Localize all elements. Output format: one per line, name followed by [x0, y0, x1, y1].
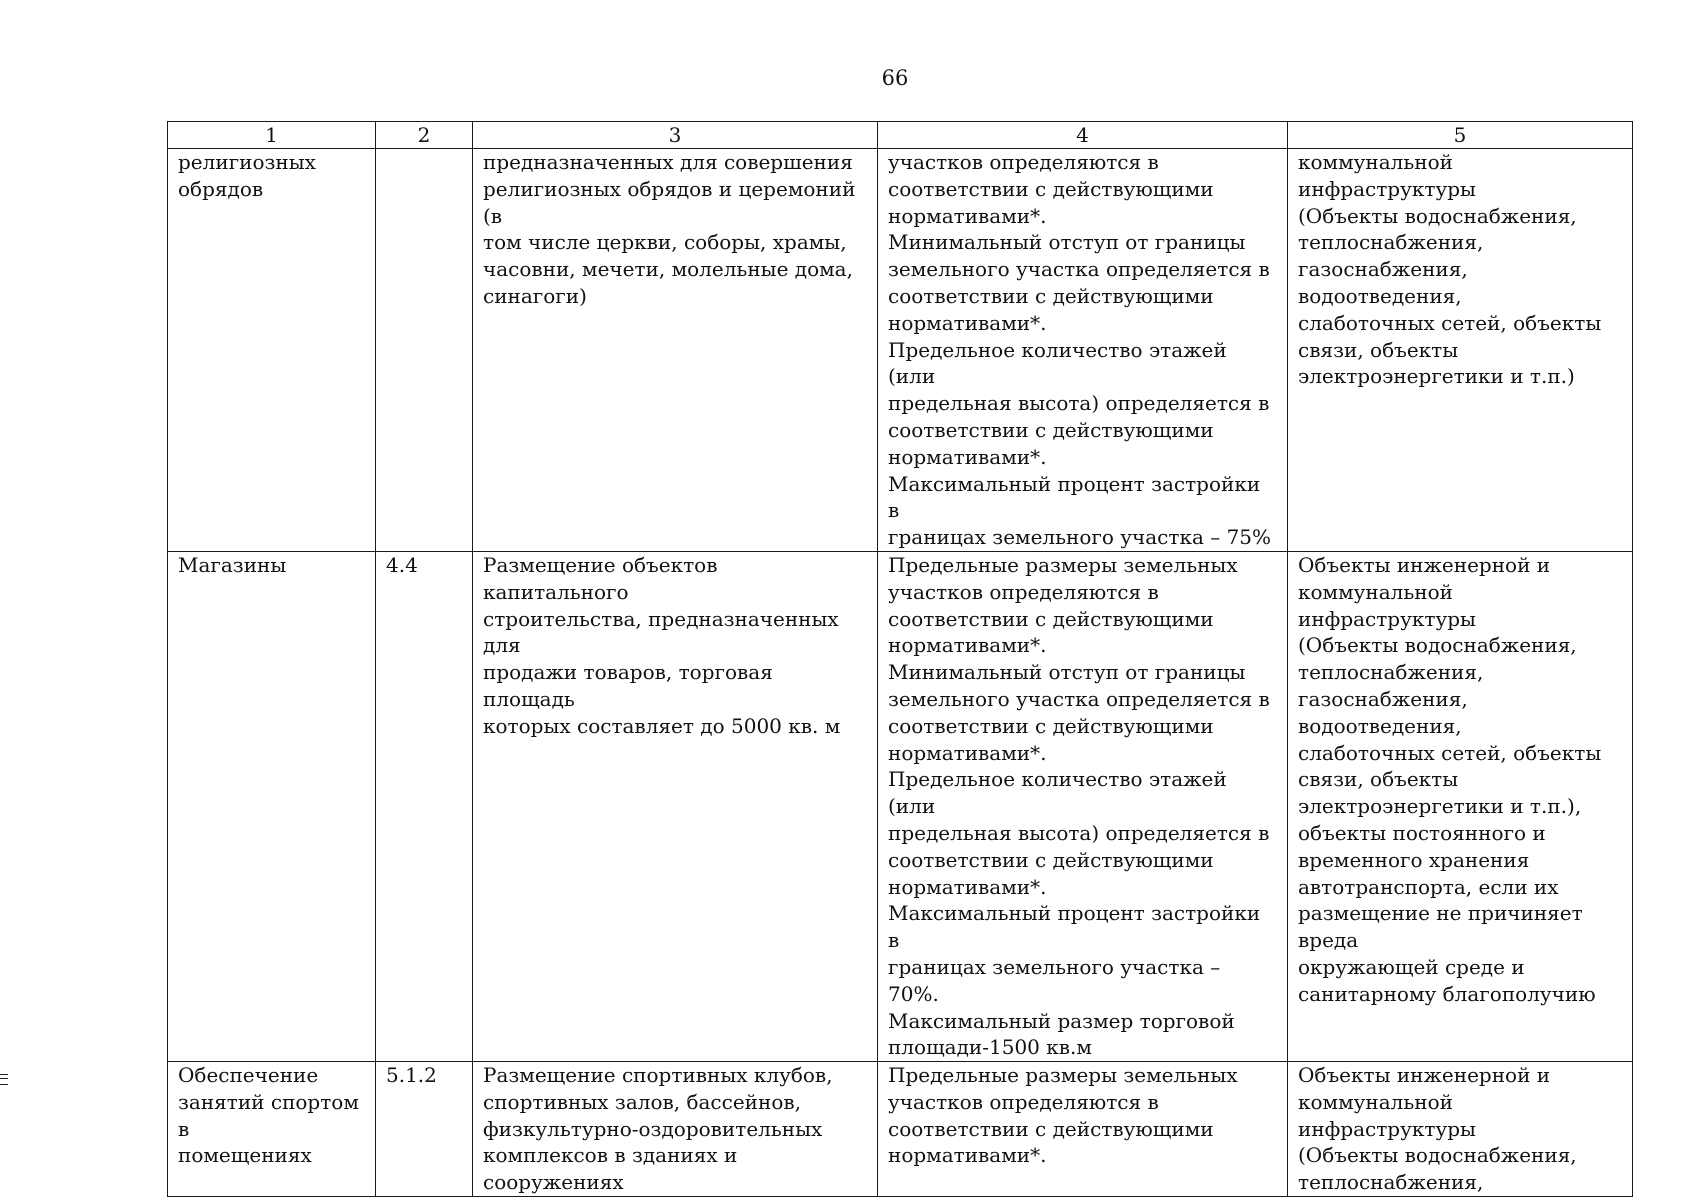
table-row	[168, 551, 1633, 1061]
use-code-cell	[376, 551, 473, 1061]
parameters-cell	[878, 149, 1288, 552]
use-name-text: Магазины	[178, 552, 287, 577]
auxiliary-uses-text: коммунальной инфраструктуры (Объекты водоснабжения, теплоснабжения, газоснабжения, водоотведения, слаботочных сетей, объекты связи, объекты электроэнергетики и т.п.)	[1298, 150, 1602, 389]
zoning-table	[167, 121, 1633, 1197]
auxiliary-uses-cell	[1288, 551, 1633, 1061]
auxiliary-uses-cell	[1288, 1062, 1633, 1197]
use-description-text: предназначенных для совершения религиозных обрядов и церемоний (в том числе церкви, соборы, храмы, часовни, мечети, молельные дома, синагоги)	[483, 150, 856, 308]
auxiliary-uses-cell	[1288, 149, 1633, 552]
table-header-row	[168, 122, 1633, 149]
page-number: 66	[881, 66, 909, 90]
auxiliary-uses-text: Объекты инженерной и коммунальной инфраструктуры (Объекты водоснабжения, теплоснабжения,	[1298, 1063, 1577, 1195]
use-code-text: 5.1.2	[386, 1063, 437, 1088]
use-name-cell	[168, 1062, 376, 1197]
use-name-cell	[168, 149, 376, 552]
use-description-text: Размещение объектов капитального строительства, предназначенных для продажи товаров, торговая площадь которых составляет до 5000 кв. м	[483, 552, 841, 738]
column-header-5: 5	[1288, 122, 1633, 149]
use-code-cell	[376, 149, 473, 552]
parameters-text: Предельные размеры земельных участков определяются в соответствии с действующими нормативами*.	[888, 1063, 1238, 1168]
table-row	[168, 1062, 1633, 1197]
use-code-text: 4.4	[386, 552, 418, 577]
use-description-cell	[473, 1062, 878, 1197]
use-description-text: Размещение спортивных клубов, спортивных залов, бассейнов, физкультурно-оздоровительных комплексов в зданиях и сооружениях	[483, 1063, 833, 1195]
use-name-cell	[168, 551, 376, 1061]
auxiliary-uses-text: Объекты инженерной и коммунальной инфраструктуры (Объекты водоснабжения, теплоснабжения, газоснабжения, водоотведения, слаботочных сетей, объекты связи, объекты электроэнергетики и т.п.), объекты постоянного и временного хранения автотранспорта, если их размещение не причиняет вреда окружающей среде и санитарному благополучию	[1298, 552, 1602, 1006]
use-name-text: религиозных обрядов	[178, 150, 316, 201]
column-header-3: 3	[473, 122, 878, 149]
parameters-text: участков определяются в соответствии с действующими нормативами*. Минимальный отступ от границы земельного участка определяется в соответствии с действующими нормативами*. Предельное количество этажей (или предельная высота) определяется в соответствии с действующими нормативами*. Максимальный процент застройки в границах земельного участка – 75%	[888, 150, 1272, 550]
table-row	[168, 149, 1633, 552]
parameters-text: Предельные размеры земельных участков определяются в соответствии с действующими нормативами*. Минимальный отступ от границы земельного участка определяется в соответствии с действующими нормативами*. Предельное количество этажей (или предельная высота) определяется в соответствии с действующими нормативами*. Максимальный процент застройки в границах земельного участка – 70%. Максимальный размер торговой площади-1500 кв.м	[888, 552, 1270, 1060]
use-description-cell	[473, 149, 878, 552]
column-header-4: 4	[878, 122, 1288, 149]
parameters-cell	[878, 1062, 1288, 1197]
parameters-cell	[878, 551, 1288, 1061]
use-name-text: Обеспечение занятий спортом в помещениях	[178, 1063, 359, 1168]
scan-margin-mark	[0, 1074, 8, 1085]
use-code-cell	[376, 1062, 473, 1197]
use-description-cell	[473, 551, 878, 1061]
column-header-1: 1	[168, 122, 376, 149]
column-header-2: 2	[376, 122, 473, 149]
